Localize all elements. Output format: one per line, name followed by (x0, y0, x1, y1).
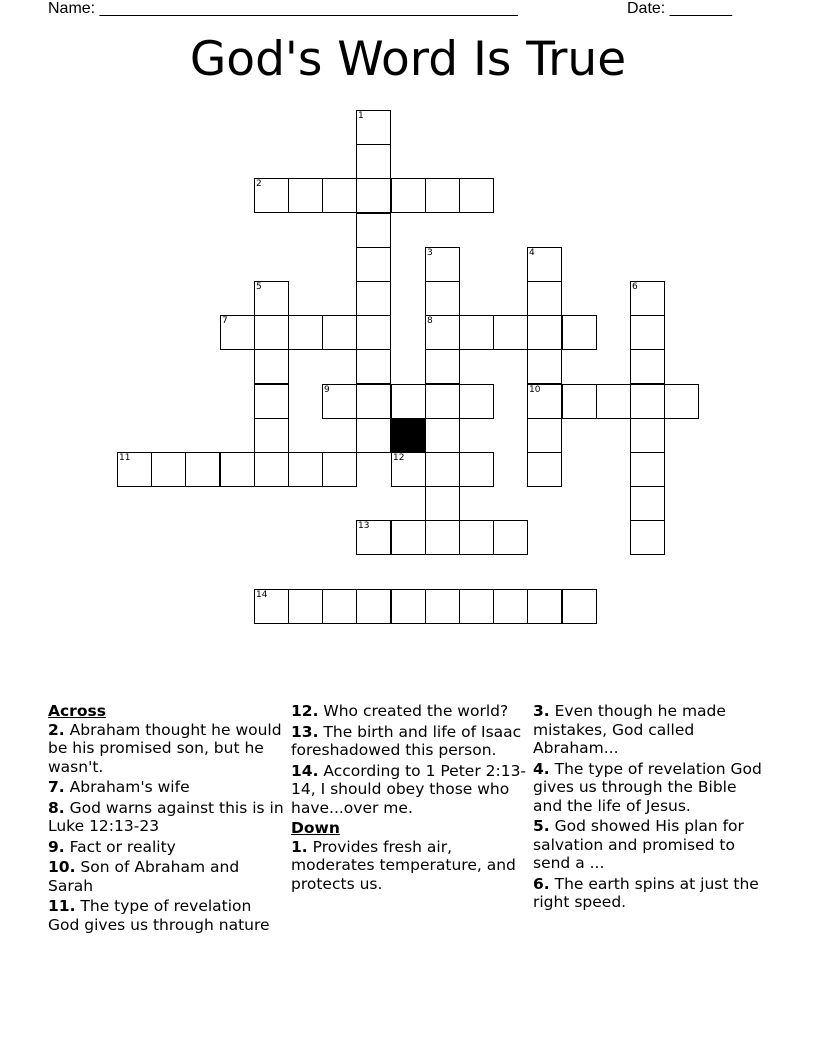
grid-cell[interactable] (322, 589, 357, 624)
grid-cell[interactable] (220, 452, 255, 487)
grid-cell[interactable] (630, 384, 665, 419)
grid-cell[interactable] (356, 281, 391, 316)
grid-cell[interactable] (425, 486, 460, 521)
clue-number: 13. (291, 722, 319, 741)
grid-cell[interactable] (391, 178, 426, 213)
cell-number: 9 (324, 385, 330, 395)
grid-cell[interactable] (459, 452, 494, 487)
grid-cell[interactable] (425, 418, 460, 453)
grid-cell[interactable] (425, 589, 460, 624)
clue-text: According to 1 Peter 2:13-14, I should obey those who have...over me. (291, 761, 527, 817)
grid-cell[interactable] (630, 281, 665, 316)
clue-text: Abraham thought he would be his promised son, but he wasn't. (48, 720, 282, 776)
grid-cell[interactable] (356, 589, 391, 624)
clue-number: 3. (533, 702, 550, 720)
clue-text: Provides fresh air, moderates temperature, and protects us. (291, 837, 516, 893)
clue-number: 8. (48, 798, 65, 817)
across-clue-8 (48, 799, 284, 836)
grid-cell[interactable] (220, 315, 255, 350)
grid-cell[interactable] (527, 384, 562, 419)
grid-cell[interactable] (527, 418, 562, 453)
grid-cell[interactable] (254, 452, 289, 487)
clue-column-3 (533, 702, 769, 914)
black-square (391, 418, 426, 453)
grid-cell[interactable] (288, 452, 323, 487)
down-clue-3 (533, 702, 769, 758)
grid-cell[interactable] (527, 315, 562, 350)
grid-cell[interactable] (391, 384, 426, 419)
cell-number: 10 (529, 385, 541, 395)
grid-cell[interactable] (527, 281, 562, 316)
grid-cell[interactable] (254, 178, 289, 213)
clue-column-1 (48, 702, 284, 936)
grid-cell[interactable] (596, 384, 631, 419)
grid-cell[interactable] (391, 452, 426, 487)
grid-cell[interactable] (391, 520, 426, 555)
clue-number: 14. (291, 761, 319, 780)
clue-text: The type of revelation God gives us through the Bible and the life of Jesus. (533, 759, 762, 815)
cell-number: 1 (358, 111, 364, 121)
clue-text: Son of Abraham and Sarah (48, 858, 240, 895)
across-clue-11 (48, 897, 284, 934)
puzzle-title: God's Word Is True (189, 32, 627, 87)
grid-cell[interactable] (356, 384, 391, 419)
clue-text: God showed His plan for salvation and promised to send a ... (533, 817, 744, 872)
clue-text: Fact or reality (69, 837, 176, 856)
grid-cell[interactable] (356, 418, 391, 453)
clue-number: 2. (48, 720, 65, 739)
cell-number: 5 (256, 282, 262, 292)
grid-cell[interactable] (288, 178, 323, 213)
cell-number: 14 (256, 590, 268, 600)
cell-number: 12 (393, 453, 405, 463)
clue-number: 5. (533, 817, 550, 835)
clue-number: 6. (533, 874, 550, 893)
grid-cell[interactable] (425, 520, 460, 555)
grid-cell[interactable] (356, 213, 391, 248)
down-clue-4 (533, 760, 769, 816)
grid-cell[interactable] (425, 349, 460, 384)
grid-cell[interactable] (356, 315, 391, 350)
down-heading: Down (291, 819, 340, 837)
grid-cell[interactable] (562, 384, 597, 419)
cell-number: 4 (529, 248, 535, 258)
grid-cell[interactable] (562, 589, 597, 624)
cell-number: 13 (358, 521, 370, 531)
clue-column-2 (291, 702, 527, 895)
grid-cell[interactable] (425, 281, 460, 316)
grid-cell[interactable] (356, 178, 391, 213)
grid-cell[interactable] (425, 178, 460, 213)
grid-cell[interactable] (185, 452, 220, 487)
across-clue-9 (48, 838, 284, 857)
grid-cell[interactable] (254, 281, 289, 316)
clue-text: The birth and life of Isaac foreshadowed this person. (291, 722, 522, 759)
grid-cell[interactable] (630, 315, 665, 350)
down-clue-1 (291, 838, 527, 894)
grid-cell[interactable] (459, 520, 494, 555)
cell-number: 2 (256, 179, 262, 189)
grid-cell[interactable] (630, 418, 665, 453)
grid-cell[interactable] (425, 384, 460, 419)
grid-cell[interactable] (322, 384, 357, 419)
clue-text: The earth spins at just the right speed. (533, 874, 759, 911)
down-clue-6 (533, 875, 769, 912)
grid-cell[interactable] (527, 589, 562, 624)
date-field-label: Date: _______ (627, 0, 732, 17)
grid-cell[interactable] (425, 452, 460, 487)
clue-number: 4. (533, 759, 550, 778)
grid-cell[interactable] (527, 247, 562, 282)
grid-cell[interactable] (356, 349, 391, 384)
across-clue-14 (291, 762, 527, 818)
cell-number: 3 (427, 248, 433, 258)
grid-cell[interactable] (459, 315, 494, 350)
down-clue-5 (533, 817, 769, 873)
grid-cell[interactable] (356, 520, 391, 555)
clue-number: 12. (291, 702, 319, 720)
grid-cell[interactable] (493, 520, 528, 555)
grid-cell[interactable] (527, 349, 562, 384)
grid-cell[interactable] (664, 384, 699, 419)
across-clue-2 (48, 721, 284, 777)
grid-cell[interactable] (322, 178, 357, 213)
cell-number: 8 (427, 316, 433, 326)
grid-cell[interactable] (391, 589, 426, 624)
grid-cell[interactable] (493, 315, 528, 350)
grid-cell[interactable] (425, 315, 460, 350)
grid-cell[interactable] (630, 349, 665, 384)
grid-cell[interactable] (493, 589, 528, 624)
across-clue-7 (48, 778, 284, 797)
grid-cell[interactable] (151, 452, 186, 487)
clue-number: 7. (48, 778, 65, 796)
grid-cell[interactable] (459, 178, 494, 213)
grid-cell[interactable] (254, 315, 289, 350)
grid-cell[interactable] (254, 349, 289, 384)
across-clue-10 (48, 858, 284, 895)
cell-number: 6 (632, 282, 638, 292)
clue-text: Even though he made mistakes, God called Abraham... (533, 702, 726, 757)
clue-number: 11. (48, 897, 76, 915)
grid-cell[interactable] (288, 589, 323, 624)
grid-cell[interactable] (527, 452, 562, 487)
grid-cell[interactable] (117, 452, 152, 487)
grid-cell[interactable] (356, 144, 391, 179)
grid-cell[interactable] (630, 452, 665, 487)
clue-text: Who created the world? (323, 702, 509, 720)
clue-text: The type of revelation God gives us through nature (48, 897, 270, 934)
grid-cell[interactable] (254, 418, 289, 453)
clue-number: 1. (291, 837, 308, 856)
grid-cell[interactable] (459, 589, 494, 624)
grid-cell[interactable] (254, 384, 289, 419)
across-clue-13 (291, 723, 527, 760)
grid-cell[interactable] (425, 247, 460, 282)
grid-cell[interactable] (630, 520, 665, 555)
clue-number: 10. (48, 858, 76, 876)
clue-number: 9. (48, 837, 65, 856)
grid-cell[interactable] (288, 315, 323, 350)
across-heading: Across (48, 702, 106, 720)
across-clue-12 (291, 702, 527, 721)
grid-cell[interactable] (630, 486, 665, 521)
grid-cell[interactable] (254, 589, 289, 624)
name-field-label: Name: _______________________________________________ (48, 0, 518, 17)
clue-text: Abraham's wife (69, 778, 190, 796)
grid-cell[interactable] (562, 315, 597, 350)
grid-cell[interactable] (322, 452, 357, 487)
grid-cell[interactable] (356, 110, 391, 145)
clue-text: God warns against this is in Luke 12:13-23 (48, 798, 284, 835)
grid-cell[interactable] (356, 247, 391, 282)
grid-cell[interactable] (322, 315, 357, 350)
cell-number: 11 (119, 453, 131, 463)
cell-number: 7 (222, 316, 228, 326)
grid-cell[interactable] (459, 384, 494, 419)
